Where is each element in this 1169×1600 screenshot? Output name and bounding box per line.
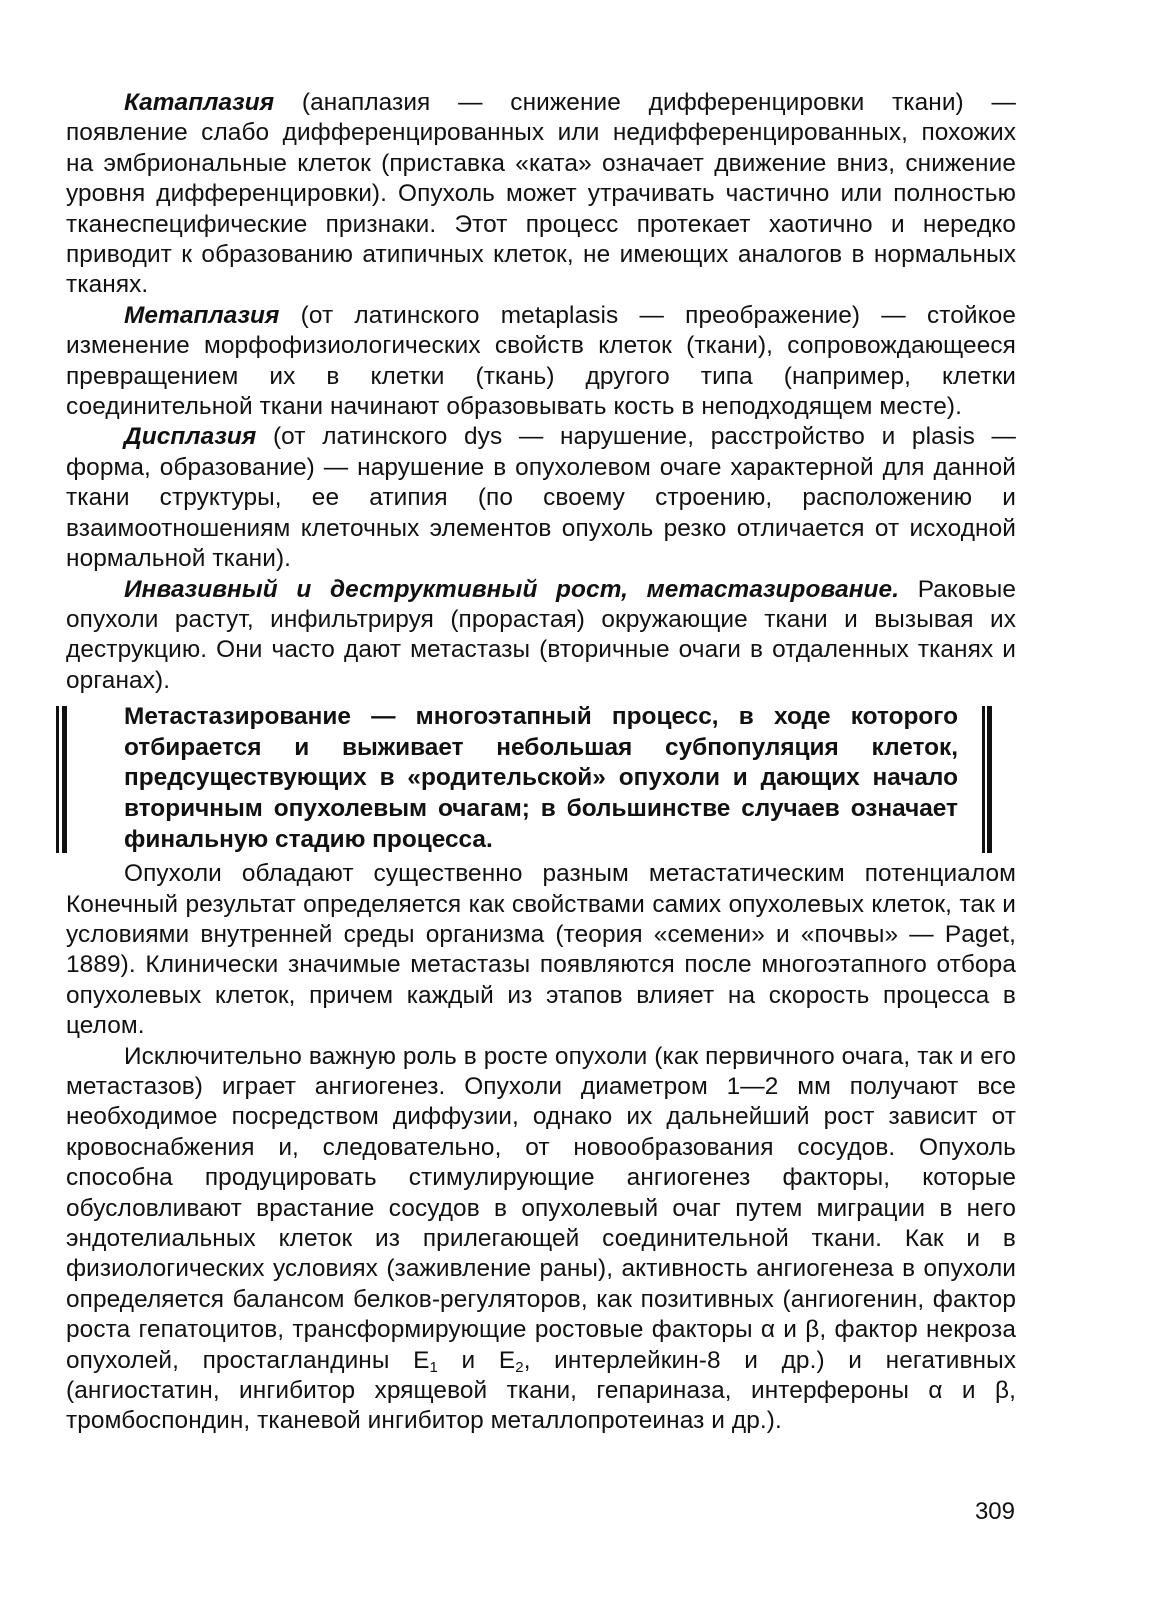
term-metaplaziya: Метаплазия: [124, 301, 280, 329]
angiogenesis-text-part1: Исключительно важную роль в росте опухоли (как первичного очага, так и его метастазов) играет ангиогенез. Опухоли диаметром 1—2 мм получают все необходимое посредством диффузии, однако их дальнейший рост зависит от кровоснабжения и, следовательно, от новообразования сосудов. Опухоль способна продуцировать стимулирующие ангиогенез факторы, которые обусловливают врастание сосудов в опухолевый очаг путем миграции в него эндотелиальных клеток из прилегающей соединительной ткани. Как и в физиологических условиях (заживление раны), активность ангиогенеза в опухоли определяется балансом белков-регуляторов, как позитивных (ангиогенин, фактор роста гепатоцитов, трансформирующие ростовые факторы α и β, фактор некроза опухолей, простагландины E: [66, 1042, 1016, 1374]
paragraph-displaziya-text: (от латинского dys — нарушение, расстройство и plasis — форма, образование) — нарушение в опухолевом очаге характерной для данной ткани структуры, ее атипия (по своему строению, расположению и взаимоотношениям клеточных элементов опухоль резко отличается от исходной нормальной ткани).: [66, 423, 1016, 573]
paragraph-potential: Опухоли обладают существенно разным метастатическим потенциалом Конечный результат определяется как свойствами самих опухолевых клеток, так и условиями внутренней среды организма (теория «семени» и «почвы» — Paget, 1889). Клинически значимые метастазы появляются после многоэтапного отбора опухолевых клеток, причем каждый из этапов влияет на скорость процесса в целом.: [66, 860, 1016, 1040]
callout-text: Метастазирование — многоэтапный процесс, в ходе которого отбирается и выживает небольшая субпопуляция клеток, предсуществующих в «родительской» опухоли и дающих начало вторичным опухолевым очагам; в большинстве случаев означает финальную стадию процесса.: [124, 703, 958, 853]
paragraph-metaplaziya-text: (от латинского metaplasis — преображение) — стойкое изменение морфофизиологических свойств клеток (ткани), сопровождающееся превращением их в клетки (ткань) другого типа (например, клетки соединительной ткани начинают образовывать кость в неподходящем месте).: [66, 301, 1016, 421]
callout-right-rule-thin: [982, 706, 985, 853]
term-invazivny: Инвазивный и деструктивный рост, метастазирование.: [124, 575, 900, 603]
callout-left-rule-thick: [62, 706, 67, 853]
paragraph-metaplaziya: [66, 301, 1016, 423]
term-displaziya: Дисплазия: [124, 423, 257, 451]
paragraph-invazivny-text: Раковые опухоли растут, инфильтрируя (прорастая) окружающие ткани и вызывая их деструкцию. Они часто дают метастазы (вторичные очаги в отдаленных тканях и органах).: [66, 575, 1016, 694]
term-kataplaziya: Катаплазия: [124, 89, 275, 116]
angiogenesis-text-part3: , интерлейкин-8 и др.) и негативных (ангиостатин, ингибитор хрящевой ткани, гепариназа, интерфероны α и β, тромбоспондин, тканевой ингибитор металлопротеиназ и др.).: [66, 1346, 1016, 1435]
subscript-one: 1: [429, 1358, 438, 1376]
callout-left-rule-thin: [56, 706, 59, 853]
callout-right-rule-thick: [987, 706, 992, 853]
paragraph-displaziya: [66, 422, 1016, 574]
page-number: 309: [974, 1498, 1015, 1525]
text-column: [66, 88, 1016, 1437]
angiogenesis-text-part2: и E: [437, 1346, 516, 1374]
subscript-two: 2: [515, 1358, 524, 1376]
callout-box: [66, 702, 1016, 855]
paragraph-angiogenesis: [66, 1042, 1016, 1437]
paragraph-kataplaziya: [66, 88, 1016, 301]
paragraph-kataplaziya-text: (анаплазия — снижение дифференцировки ткани) — появление слабо дифференцированных или недифференцированных, похожих на эмбриональные клеток (приставка «ката» означает движение вниз, снижение уровня дифференцировки). Опухоль может утрачивать частично или полностью тканеспецифические признаки. Этот процесс протекает хаотично и нередко приводит к образованию атипичных клеток, не имеющих аналогов в нормальных тканях.: [66, 89, 1016, 299]
paragraph-invazivny: [66, 575, 1016, 697]
